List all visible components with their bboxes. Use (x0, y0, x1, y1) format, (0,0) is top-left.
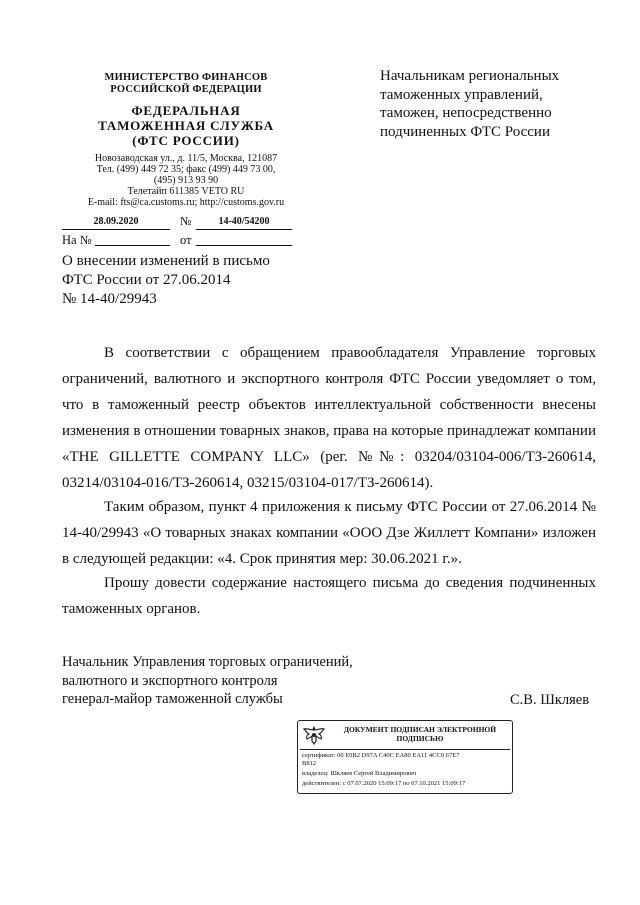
address-line: Телетайп 611385 VETO RU (127, 186, 245, 197)
signatory-line: валютного и экспортного контроля (62, 672, 278, 689)
subject-line: ФТС России от 27.06.2014 (62, 272, 231, 288)
body-paragraph-1: В соответствии с обращением правообладателя Управление торговых ограничений, валютного и экспортного контроля ФТС России уведомляет о том, что в таможенный реестр объектов интеллектуальной собственности внесены изменения в отношении товарных знаков, права на которые принадлежат компании «THE GILLETTE COMPANY LLC» (рег. №№: 03204/03104-006/ТЗ-260614, 03214/03104-016/ТЗ-260614, 03215/03104-017/ТЗ-260614). (62, 345, 596, 491)
address-line: Новозаводская ул., д. 11/5, Москва, 121087 (94, 153, 278, 164)
subject-line: О внесении изменений в письмо (62, 253, 270, 269)
service-line: ТАМОЖЕННАЯ СЛУЖБА (98, 118, 274, 133)
double-headed-eagle-icon (302, 724, 326, 746)
subject-line: № 14-40/29943 (62, 291, 157, 307)
stamp-validity: действителен: с 07.07.2020 15:09:17 по 07.10.2021 15:09:17 (302, 780, 466, 787)
registration-date: 28.09.2020 (93, 216, 139, 227)
stamp-certificate-cont: B812 (302, 760, 317, 767)
electronic-signature-stamp (297, 720, 513, 794)
signatory-title (62, 653, 353, 709)
from-underline (196, 245, 292, 246)
service-line: ФЕДЕРАЛЬНАЯ (131, 103, 241, 118)
stamp-title-line: ДОКУМЕНТ ПОДПИСАН ЭЛЕКТРОННОЙ (343, 725, 497, 734)
ministry-header (56, 72, 316, 96)
addressee-block (380, 67, 600, 141)
service-header (56, 103, 316, 148)
signatory-name: С.В. Шкляев (510, 692, 590, 708)
number-underline (196, 229, 292, 230)
date-underline (62, 229, 170, 230)
on-no-label: На № (62, 233, 92, 247)
stamp-title-line: ПОДПИСЬЮ (396, 734, 444, 743)
from-label: от (180, 233, 192, 247)
address-line: (495) 913 93 90 (153, 175, 219, 186)
body-paragraph-2: Таким образом, пункт 4 приложения к письму ФТС России от 27.06.2014 № 14-40/29943 «О товарных знаках компании «ООО Дзе Жиллетт Компани» изложен в следующей редакции: «4. Срок принятия мер: 30.06.2021 г.». (62, 499, 596, 567)
addressee-line: таможенных управлений, (380, 86, 543, 103)
letter-subject (62, 252, 312, 309)
stamp-divider (300, 749, 510, 750)
address-line: E-mail: fts@ca.customs.ru; http://customs.gov.ru (87, 197, 285, 208)
service-address (56, 153, 316, 208)
ministry-line: МИНИСТЕРСТВО ФИНАНСОВ (104, 72, 268, 83)
stamp-owner: владелец: Шкляев Сергей Владимирович (302, 770, 417, 777)
stamp-certificate: сертификат: 00 E0B2 D97A C40C EA80 EA11 4CC0 67E7 (302, 752, 460, 759)
stamp-title (330, 725, 510, 743)
signatory-line: генерал-майор таможенной службы (62, 691, 283, 707)
ministry-line: РОССИЙСКОЙ ФЕДЕРАЦИИ (110, 84, 262, 95)
on-no-underline (95, 245, 170, 246)
address-line: Тел. (499) 449 72 35; факс (499) 449 73 00, (96, 164, 276, 175)
addressee-line: подчиненных ФТС России (380, 123, 550, 140)
registration-number: 14-40/54200 (218, 216, 270, 227)
number-sign: № (180, 214, 192, 228)
signatory-line: Начальник Управления торговых ограничений, (62, 654, 353, 670)
body-paragraph-3: Прошу довести содержание настоящего письма до сведения подчиненных таможенных органов. (62, 575, 596, 617)
service-line: (ФТС РОССИИ) (132, 133, 240, 148)
addressee-line: Начальникам региональных (380, 68, 560, 84)
addressee-line: таможен, непосредственно (380, 105, 552, 121)
